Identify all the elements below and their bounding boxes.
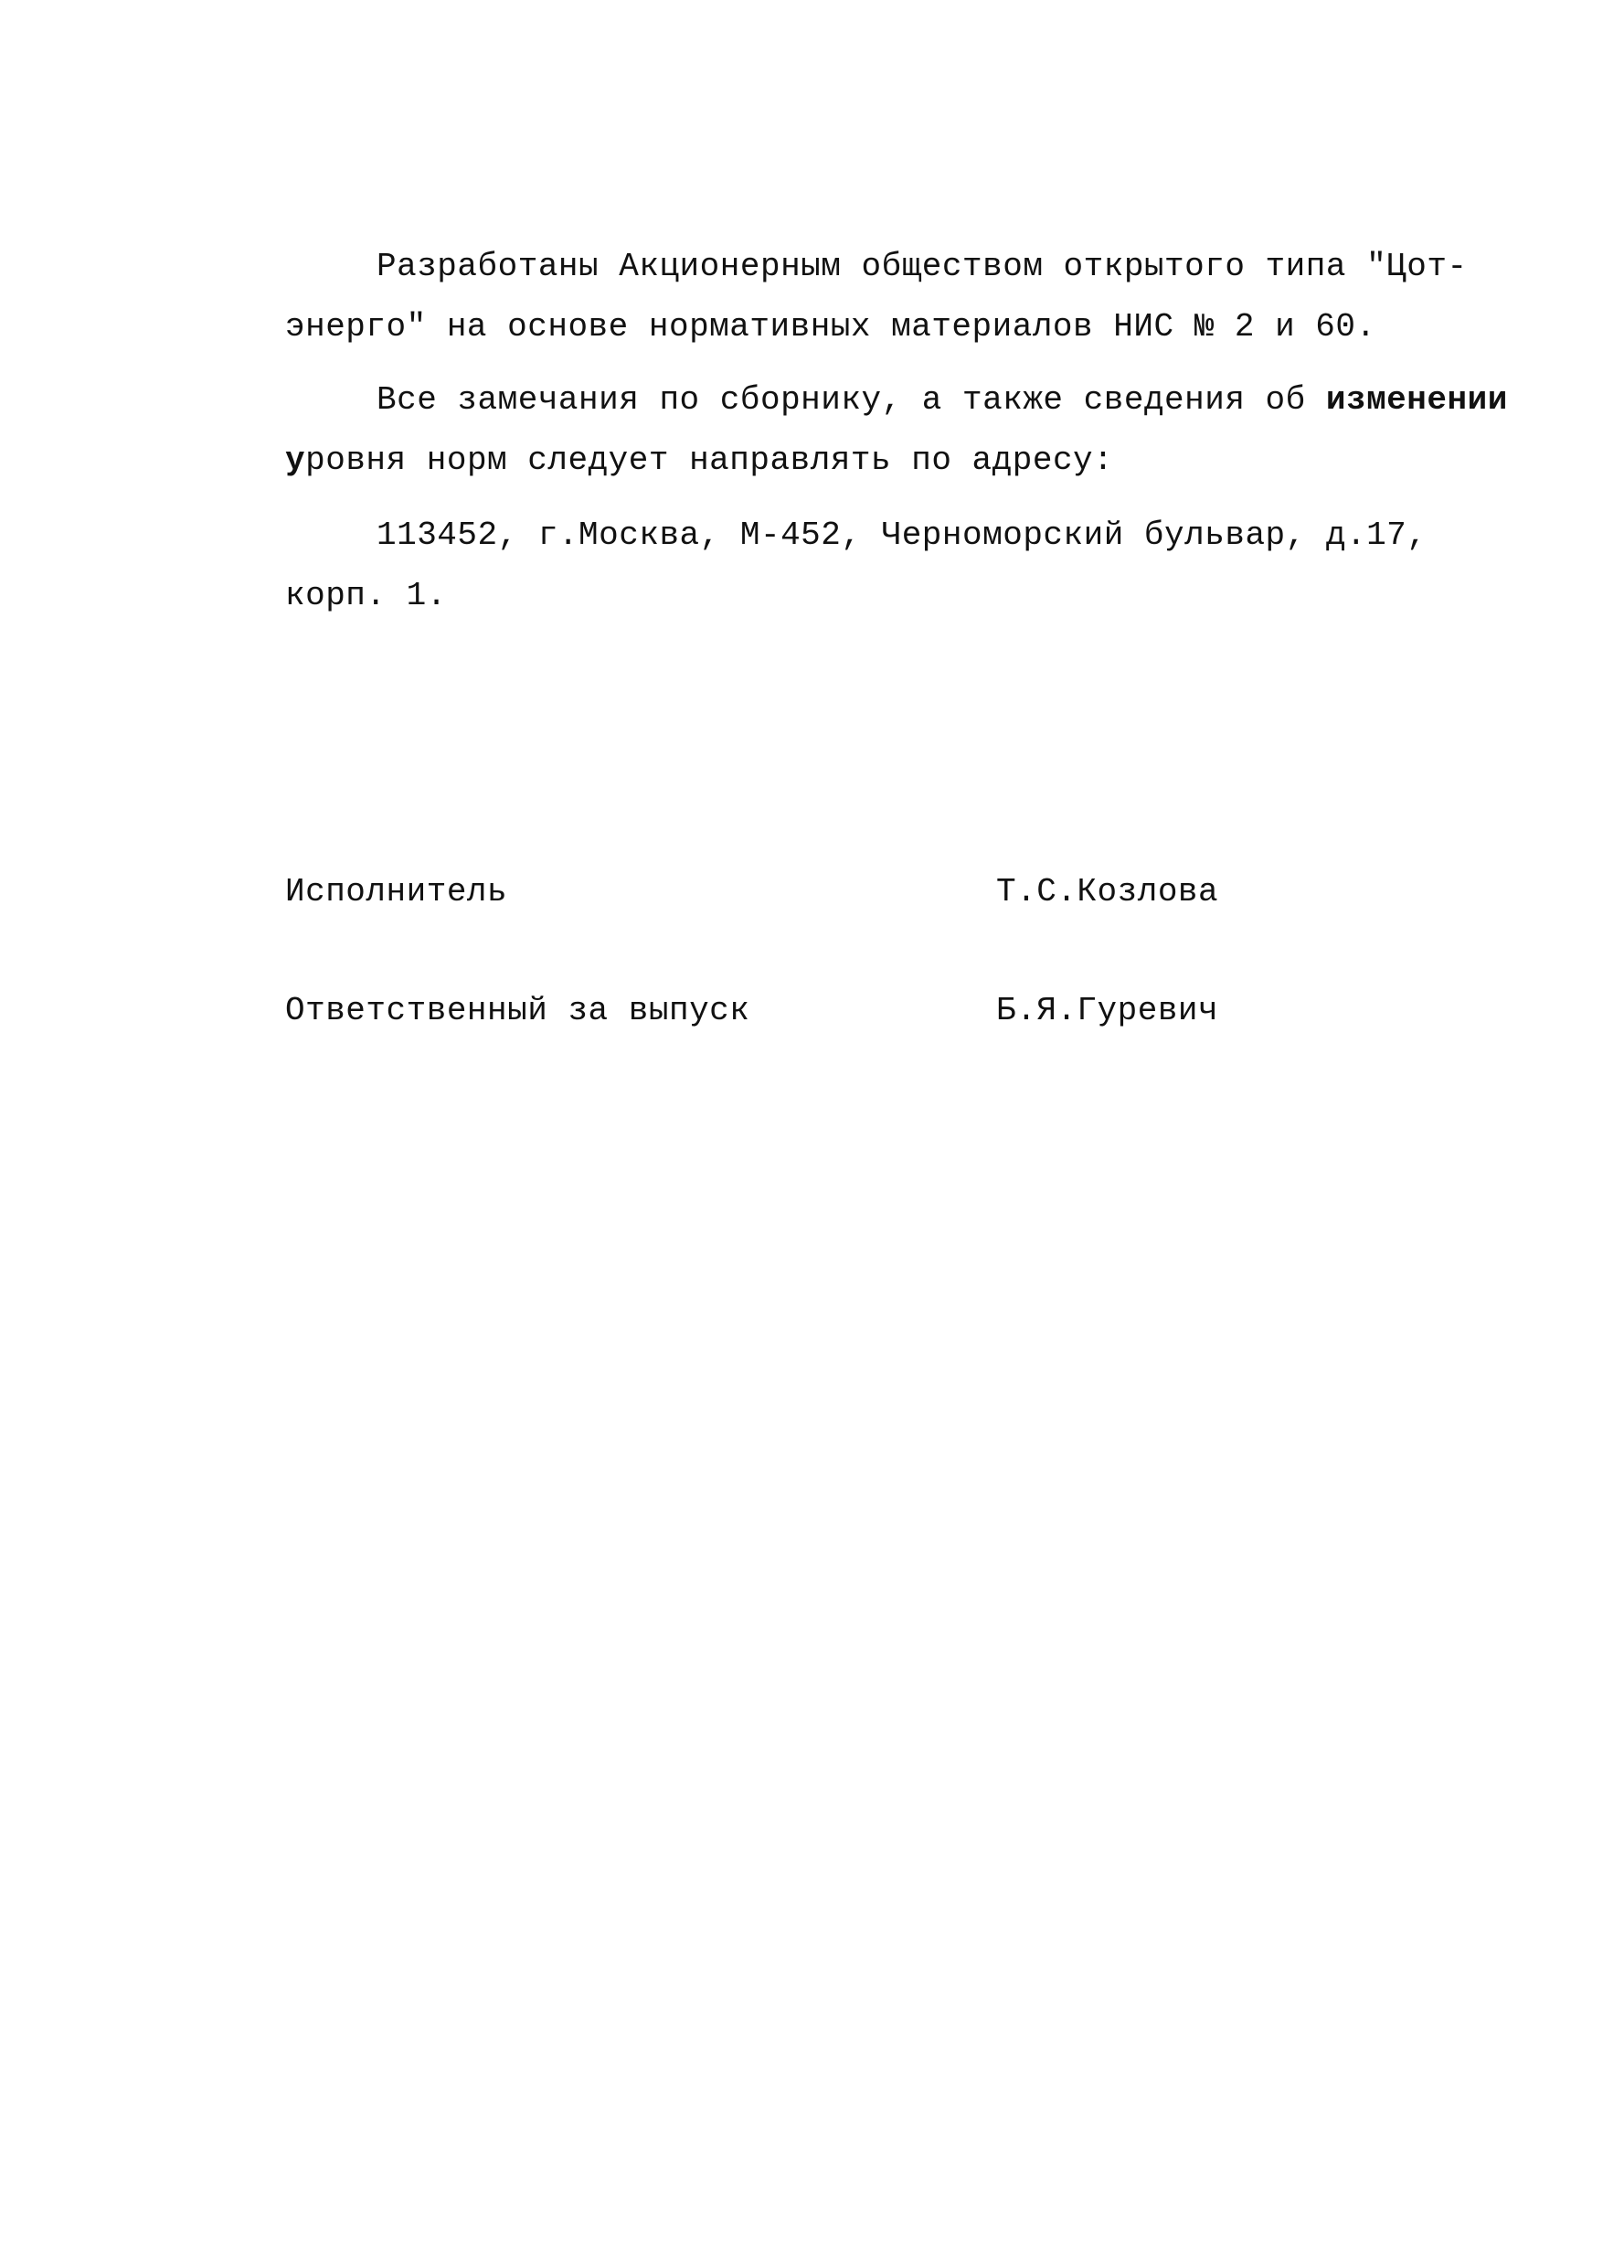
remarks-line-2-text: ровня норм следует направлять по адресу:: [305, 442, 1114, 479]
remarks-line-2-bold: у: [285, 442, 306, 479]
remarks-line-1-text: Все замечания по сборнику, а также сведения об: [377, 381, 1326, 419]
credit-role-responsible: Ответственный за выпуск: [285, 992, 750, 1029]
intro-line-2: энерго" на основе нормативных материалов НИС № 2 и 60.: [285, 308, 1376, 346]
credit-role-executor: Исполнитель: [285, 873, 508, 910]
address-line-2: корп. 1.: [285, 577, 447, 614]
remarks-line-1-bold: изменении: [1325, 381, 1508, 419]
intro-line-1: Разработаны Акционерным обществом открытого типа "Цот-: [377, 248, 1468, 285]
address-line-1: 113452, г.Москва, М-452, Черноморский бульвар, д.17,: [377, 516, 1428, 554]
credit-name-executor: Т.С.Козлова: [996, 873, 1219, 910]
remarks-line-2: [285, 441, 1113, 481]
credit-name-responsible: Б.Я.Гуревич: [996, 992, 1219, 1029]
remarks-line-1: [377, 380, 1508, 421]
